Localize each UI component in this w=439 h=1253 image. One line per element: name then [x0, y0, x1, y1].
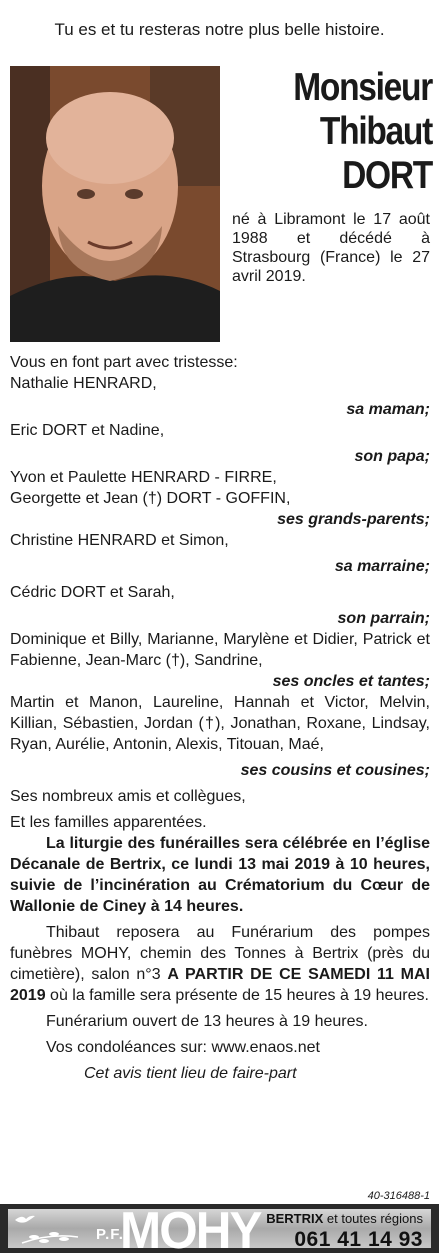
- rest-text-date: A PARTIR DE CE SAMEDI 11 MAI 2019: [10, 966, 431, 1004]
- grandparents-line-1: Yvon et Paulette HENRARD - FIRRE,: [10, 469, 277, 486]
- godfather-name: Cédric DORT et Sarah,: [10, 584, 175, 601]
- phone-number: 061 41 14 93: [294, 1228, 423, 1251]
- funeral-home-brand: MOHY: [120, 1204, 261, 1253]
- service-region: [266, 1211, 423, 1226]
- relatives-text: Et les familles apparentées.: [10, 814, 207, 831]
- friends-text: Ses nombreux amis et collègues,: [10, 788, 246, 805]
- cousins-role: ses cousins et cousines;: [240, 762, 430, 779]
- godmother-name: Christine HENRARD et Simon,: [10, 532, 229, 549]
- liturgy-text: La liturgie des funérailles sera célébrée en l’église Décanale de Bertrix, ce lundi 13 mai 2019 à 10 heures, suivie de l’incinération au Crématorium du Cœur de Wallonie de Ciney à 14 heures.: [10, 835, 430, 915]
- banner-panel: [8, 1204, 431, 1253]
- grandparents-role: ses grands-parents;: [277, 511, 430, 528]
- town-name: BERTRIX: [266, 1211, 324, 1226]
- mother-name: Nathalie HENRARD,: [10, 375, 157, 392]
- region-suffix: et toutes régions: [323, 1211, 423, 1226]
- pf-label: P.F.: [96, 1226, 124, 1243]
- rest-text-part-2: où la famille sera présente de 15 heures à 19 heures.: [45, 987, 429, 1004]
- father-name: Eric DORT et Nadine,: [10, 422, 165, 439]
- notice-text: Cet avis tient lieu de faire-part: [84, 1065, 297, 1082]
- announcement-body: [10, 352, 430, 1084]
- funerarium-hours: Funérarium ouvert de 13 heures à 19 heures.: [46, 1013, 368, 1030]
- portrait-photo: [10, 66, 220, 342]
- rest-text-part-1: Thibaut reposera au Funérarium des pompes funèbres MOHY, chemin des Tonnes à Bertrix (près du cimetière), salon n°3: [10, 924, 430, 983]
- title-last-name: DORT: [342, 154, 432, 197]
- cousins-names: Martin et Manon, Laureline, Hannah et Victor, Melvin, Killian, Sébastien, Jordan (†), Jonathan, Roxane, Lindsay, Ryan, Aurélie, Antonin, Alexis, Titouan, Maé,: [10, 694, 430, 753]
- condolences-text: Vos condoléances sur: www.enaos.net: [46, 1039, 320, 1056]
- mother-role: sa maman;: [346, 401, 430, 418]
- uncles-aunts-role: ses oncles et tantes;: [272, 673, 430, 690]
- reference-number: 40-316488-1: [367, 1190, 430, 1202]
- grandparents-line-2: Georgette et Jean (†) DORT - GOFFIN,: [10, 490, 291, 507]
- intro-text: Vous en font part avec tristesse:: [10, 354, 238, 371]
- godmother-role: sa marraine;: [334, 558, 430, 575]
- rest-text: [10, 922, 430, 1006]
- dove-icon: [14, 1213, 36, 1225]
- funeral-home-banner: [0, 1204, 439, 1253]
- godfather-role: son parrain;: [337, 610, 430, 627]
- epigraph: Tu es et tu resteras notre plus belle histoire.: [54, 20, 385, 39]
- deceased-name: [232, 66, 432, 198]
- title-first-name: Thibaut: [319, 110, 432, 153]
- olive-branch-icon: [20, 1225, 80, 1247]
- father-role: son papa;: [354, 448, 430, 465]
- uncles-aunts-names: Dominique et Billy, Marianne, Marylène et Didier, Patrick et Fabienne, Jean-Marc (†), Sandrine,: [10, 631, 430, 669]
- birth-death-details: né à Libramont le 17 août 1988 et décédé à Strasbourg (France) le 27 avril 2019.: [232, 211, 430, 285]
- title-civility: Monsieur: [293, 66, 432, 109]
